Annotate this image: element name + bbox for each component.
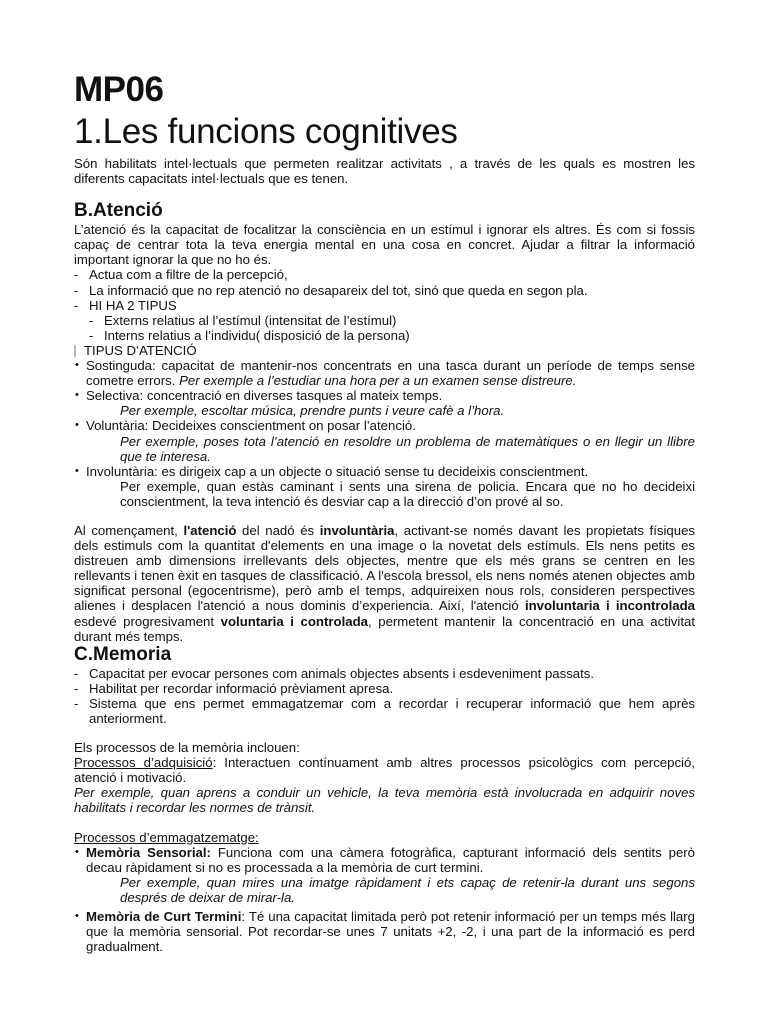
list-item: - Externs relatius al l’estímul (intensitat de l’estímul): [89, 312, 397, 328]
adquisicio-example: Per exemple, quan aprens a conduir un vehicle, la teva memòria està involucrada en adquirir noves habilitats i recordar les normes de trànsit.: [74, 785, 695, 816]
types-label: TIPUS D’ATENCIÓ: [74, 343, 695, 358]
list-item: - HI HA 2 TIPUS: [74, 297, 177, 313]
page-title: 1.Les funcions cognitives: [74, 112, 458, 151]
list-item: - Actua com a filtre de la percepció,: [74, 267, 288, 283]
list-item: - Capacitat per evocar persones com animals objectes absents i esdeveniment passats.: [74, 665, 595, 681]
list-item: - Sistema que ens permet emmagatzemar com a recordar i recuperar informació que hem après anteriorment.: [74, 695, 695, 726]
example-text: Per exemple, escoltar música, prendre punts i veure cafè a l’hora.: [120, 403, 505, 419]
list-item: - La informació que no rep atenció no desapareix del tot, sinó que queda en segon pla.: [74, 282, 588, 298]
example-text: Per exemple, quan estàs caminant i sents una sirena de policia. Encara que no ho decideixi conscientment, la teva intenció és desviar cap a la direcció d’on prové al so.: [120, 478, 695, 509]
list-item: • Voluntària: Decideixes conscientment on posar l’atenció.: [75, 418, 416, 434]
intro-paragraph: Són habilitats intel·lectuals que permeten realitzar activitats , a través de les quals es mostren les diferents capacitats intel·lectuals que es tenen.: [74, 156, 695, 187]
list-item: • Memòria de Curt Termini: Té una capacitat limitada però pot retenir informació per un temps més llarg que la memòria sensorial. Pot recordar-se unes 7 unitats +2, -2, i una part de la informació es perd gradualment.: [75, 909, 695, 955]
document-page: [74, 70, 695, 954]
list-item: • Selectiva: concentració en diverses tasques al mateix temps.: [75, 388, 443, 404]
list-item: - Habilitat per recordar informació prèviament apresa.: [74, 680, 394, 696]
list-item: • Memòria Sensorial: Funciona com una càmera fotogràfica, capturant informació dels sentits però decau ràpidament si no es processada a la memòria de curt termini.: [75, 844, 696, 875]
development-paragraph: Al començament, l'atenció del nadó és involuntària, activant-se només davant les propietats físiques dels estimuls com la quantitat d'elements en una image o la novetat dels estímuls. Els nens petits es distreuen amb dimensions irrellevants dels objectes, mentre que els més grans se centren en les rellevants i tenen èxit en tasques de classificació. A l'escola bressol, els nens només atenen objectes amb significat personal (egocentrisme), però amb el temps, adquireixen nous rols, consideren perspectives alienes i desplacen l'atenció a nous dominis d’experiencia. Així, l'atenció involuntaria i incontrolada esdevé progresivament voluntaria i controlada, permetent mantenir la concentració en una activitat durant més temps.: [74, 522, 695, 644]
module-code: MP06: [74, 70, 164, 109]
list-item: - Interns relatius a l’individu( disposició de la persona): [89, 327, 410, 343]
example-text: Per exemple, poses tota l’atenció en resoldre un problema de matemàtiques o en llegir un llibre que te interesa.: [120, 433, 695, 464]
example-text: Per exemple, quan mires una imatge ràpidament i ets capaç de retenir-la durant uns segons després de deixar de mirar-la.: [120, 874, 695, 905]
emmagatzematge-label: Processos d’emmagatzematge:: [74, 829, 259, 845]
processes-intro: Els processos de la memòria inclouen:: [74, 740, 300, 756]
list-item: • Sostinguda: capacitat de mantenir-nos concentrats en una tasca durant un període de temps sense cometre errors. Per exemple a l’estudiar una hora per a un examen sense distreure.: [75, 358, 695, 389]
section-title-memoria: C.Memoria: [74, 643, 172, 665]
list-item: • Involuntària: es dirigeix cap a un objecte o situació sense tu decideixis conscientment.: [75, 463, 589, 479]
section-title-atencio: B.Atenció: [74, 200, 163, 222]
adquisicio-paragraph: Processos d’adquisició: Interactuen contínuament amb altres processos psicològics com percepció, atenció i motivació.: [74, 755, 695, 786]
atencio-paragraph: L’atenció és la capacitat de focalitzar la consciència en un estímul i ignorar els altres. És com si fossis capaç de centrar tota la teva energia mental en una cosa en concret. Ajudar a filtrar la informació important ignorar la que no ho és.: [74, 222, 695, 268]
